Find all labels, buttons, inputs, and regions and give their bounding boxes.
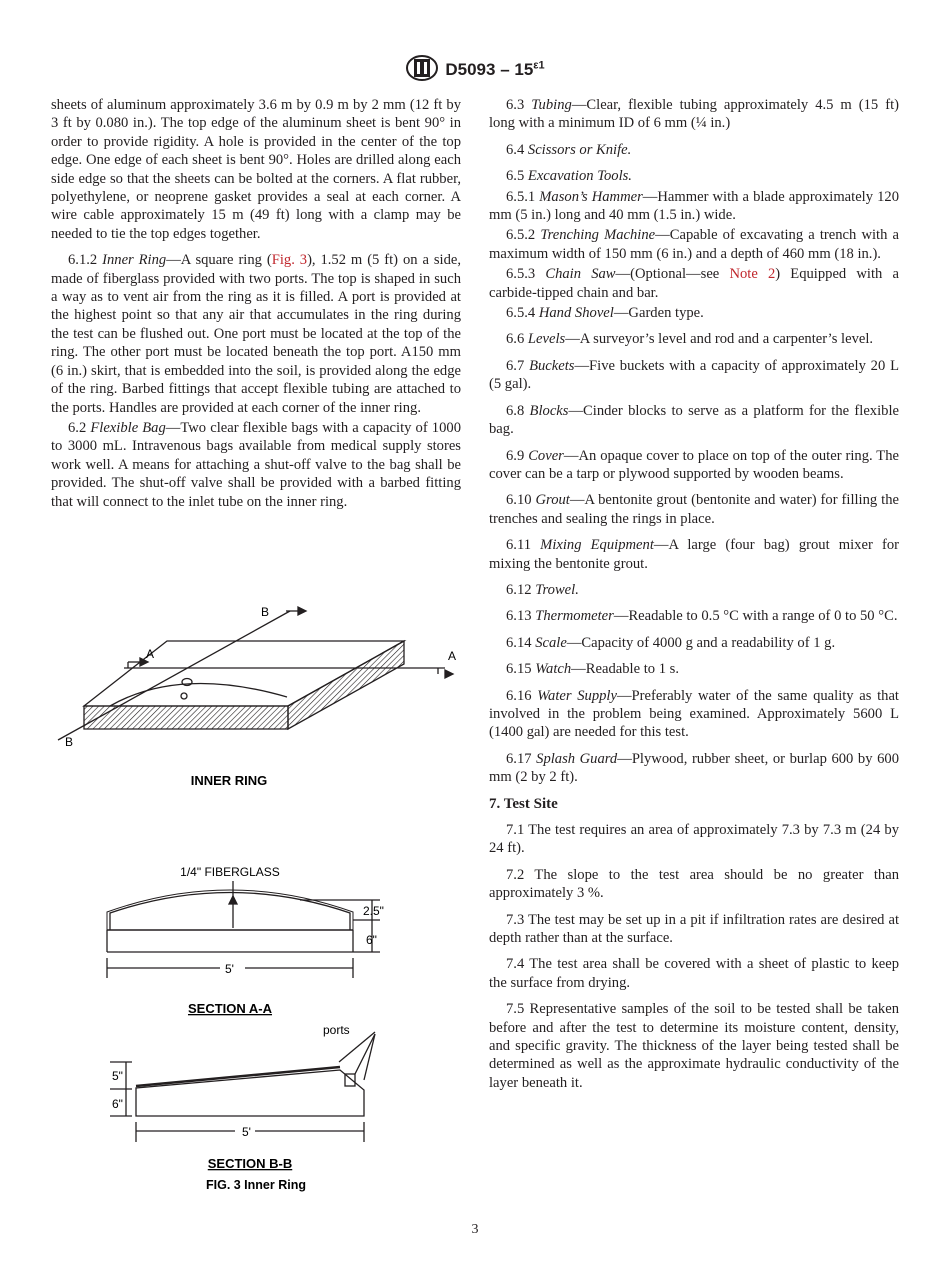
item-6-3: 6.3 Tubing—Clear, flexible tubing approximately 4.5 m (15 ft) long with a minimum ID of 6 mm (¼ in.) (489, 97, 899, 132)
left-column (51, 96, 461, 519)
dim-5ft-label-b: 5' (242, 1125, 251, 1139)
dim-2-5-label: 2.5" (363, 904, 384, 918)
ports-label: ports (323, 1023, 350, 1037)
item-6-11: 6.11 Mixing Equipment—A large (four bag) grout mixer for mixing the bentonite grout. (489, 537, 899, 572)
paragraph-7-4: 7.4 The test area shall be covered with a sheet of plastic to keep the surface from drying. (489, 956, 899, 991)
paragraph-7-3: 7.3 The test may be set up in a pit if infiltration rates are desired at depth rather than at the surface. (489, 911, 899, 947)
item-6-10: 6.10 Grout—A bentonite grout (bentonite and water) for filling the trenches and sealing the rings in place. (489, 492, 899, 527)
paragraph-7-5: 7.5 Representative samples of the soil to be tested shall be taken before and after the test to determine its moisture content, density, and specific gravity. The thickness of the layer being tested shall be determined as well as the approximate hydraulic conductivity of the layer beneath it. (489, 1001, 899, 1091)
item-6-5-4: 6.5.4 Hand Shovel—Garden type. (506, 305, 704, 322)
astm-logo-icon (405, 54, 439, 87)
edition-superscript: ε1 (533, 59, 545, 72)
item-6-15: 6.15 Watch—Readable to 1 s. (506, 661, 679, 678)
dim-6-label: 6" (366, 933, 377, 947)
fig3-link[interactable]: Fig. 3 (271, 252, 308, 269)
label-b-upper: B (261, 605, 270, 619)
page-number: 3 (471, 1222, 479, 1237)
paragraph-7-1: 7.1 The test requires an area of approximately 7.3 by 7.3 m (24 by 24 ft). (489, 822, 899, 857)
standard-designation: D5093 – 15 (445, 59, 534, 79)
item-6-14: 6.14 Scale—Capacity of 4000 g and a readability of 1 g. (506, 634, 836, 651)
inner-ring-title: INNER RING (190, 773, 268, 788)
section-7-heading: 7. Test Site (489, 795, 558, 812)
item-6-4: 6.4 Scissors or Knife. (506, 141, 632, 158)
item-6-17: 6.17 Splash Guard—Plywood, rubber sheet, or burlap 600 by 600 mm (2 by 2 ft). (489, 750, 899, 786)
dim-6-label-b: 6" (112, 1097, 123, 1111)
item-6-7: 6.7 Buckets—Five buckets with a capacity of approximately 20 L (5 gal). (489, 357, 899, 393)
label-a-right: A (448, 649, 457, 663)
item-6-12: 6.12 Trowel. (506, 581, 579, 598)
paragraph-7-2: 7.2 The slope to the test area should be no greater than approximately 3 %. (489, 866, 899, 902)
paragraph-6-1-2: 6.1.2 Inner Ring—A square ring (Fig. 3), 1.52 m (5 ft) on a side, made of fiberglass provided with two ports. The top is shaped in such a way as to vent air from the ring as it is filled. A port is provided at the highest point so that any air that accumulates in the ring during the test can be flushed out. One port must be located at the top of the ring. The other port must be located beneath the top port. A150 mm (6 in.) skirt, that is embedded into the soil, is provided along the edge of the ring. Barbed fittings that accept flexible tubing are attached to the ports. Handles are provided at each corner of the inner ring. (51, 252, 462, 416)
figure-3-inner-ring (50, 596, 460, 1196)
item-6-5-3: 6.5.3 Chain Saw—(Optional—see Note 2) Equipped with a carbide-tipped chain and bar. (489, 266, 899, 301)
item-6-5: 6.5 Excavation Tools. (506, 168, 632, 185)
item-6-13: 6.13 Thermometer—Readable to 0.5 °C with a range of 0 to 50 °C. (506, 608, 898, 625)
item-6-9: 6.9 Cover—An opaque cover to place on top of the outer ring. The cover can be a tarp or plywood supported by wooden beams. (489, 447, 899, 482)
figure-caption: FIG. 3 Inner Ring (205, 1178, 307, 1192)
page-header (0, 54, 950, 87)
fiberglass-label: 1/4" FIBERGLASS (180, 865, 280, 879)
item-6-8: 6.8 Blocks—Cinder blocks to serve as a platform for the flexible bag. (489, 402, 899, 438)
note2-link[interactable]: Note 2 (729, 266, 776, 283)
item-6-6: 6.6 Levels—A surveyor’s level and rod and a carpenter’s level. (506, 331, 874, 348)
item-6-16: 6.16 Water Supply—Preferably water of the same quality as that involved in the problem being examined. Approximately 5600 L (1400 gal) are needed for this test. (489, 687, 899, 741)
paragraph-6-2: 6.2 Flexible Bag—Two clear flexible bags with a capacity of 1000 to 3000 mL. Intravenous bags available from medical supply stores work well. A means for attaching a shut-off valve to the bag shall be provided. The shut-off valve shall be provided with a barbed fitting that will connect to the inlet tube on the inner ring. (51, 419, 461, 510)
label-a-left: A (146, 647, 155, 661)
section-b-b-title: SECTION B-B (207, 1156, 293, 1171)
dim-5ft-label: 5' (225, 962, 234, 976)
paragraph-outer-ring-cont: sheets of aluminum approximately 3.6 m by 0.9 m by 2 mm (12 ft by 3 ft by 0.080 in.). The top edge of the aluminum sheet is bent 90° in order to provide rigidity. A hole is provided in the center of the top edge. One edge of each sheet is bent 90°. Holes are drilled along each side edge so that the sheets can be bolted at the corners. A flat rubber, polyethylene, or neoprene gasket provides a seal at each corner. A wire cable approximately 15 m (49 ft) long with a clamp may be needed to tie the top edges together. (51, 97, 461, 242)
item-6-5-1: 6.5.1 Mason’s Hammer—Hammer with a blade approximately 120 mm (5 in.) long and 40 mm (1.5 in.) wide. (489, 188, 899, 224)
inner-ring-isometric-drawing (58, 607, 453, 740)
item-6-5-2: 6.5.2 Trenching Machine—Capable of excavating a trench with a maximum width of 150 mm (6 in.) and a depth of 460 mm (18 in.). (489, 227, 899, 262)
dim-5-label: 5" (112, 1069, 123, 1083)
label-b-lower: B (65, 735, 74, 749)
right-column (489, 96, 899, 1100)
section-a-a-title: SECTION A-A (187, 1001, 273, 1016)
section-a-a-drawing (107, 881, 380, 978)
